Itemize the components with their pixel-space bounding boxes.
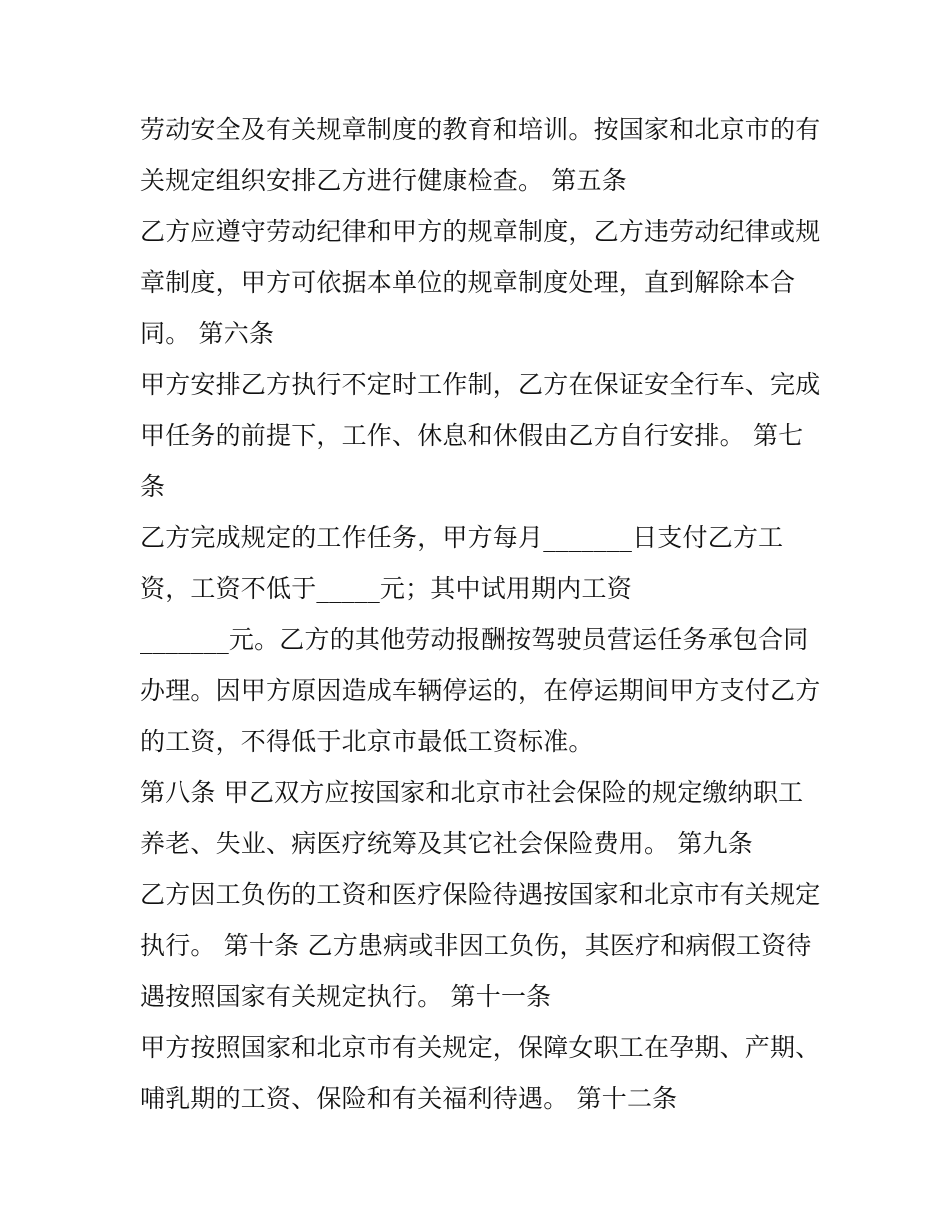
text-line: 同。 第六条 [140, 319, 275, 348]
text-line: 甲任务的前提下，工作、休息和休假由乙方自行安排。 第七 [140, 421, 804, 450]
text-line: 乙方应遵守劳动纪律和甲方的规章制度，乙方违劳动纪律或规 [140, 217, 821, 246]
text-line: 关规定组织安排乙方进行健康检查。 第五条 [140, 166, 627, 195]
text-line: _______元。乙方的其他劳动报酬按驾驶员营运任务承包合同 [140, 625, 809, 654]
text-line: 遇按照国家有关规定执行。 第十一条 [140, 982, 552, 1011]
text-line: 甲方按照国家和北京市有关规定，保障女职工在孕期、产期、 [140, 1033, 821, 1062]
text-line: 甲方安排乙方执行不定时工作制，乙方在保证安全行车、完成 [140, 370, 821, 399]
text-line: 章制度，甲方可依据本单位的规章制度处理，直到解除本合 [140, 268, 796, 297]
text-line: 乙方完成规定的工作任务，甲方每月_______日支付乙方工 [140, 523, 784, 552]
text-line: 办理。因甲方原因造成车辆停运的，在停运期间甲方支付乙方 [140, 676, 821, 705]
text-line: 劳动安全及有关规章制度的教育和培训。按国家和北京市的有 [140, 115, 821, 144]
text-line: 条 [140, 472, 166, 501]
text-line: 养老、失业、病医疗统筹及其它社会保险费用。 第九条 [140, 829, 753, 858]
text-line: 第八条 甲乙双方应按国家和北京市社会保险的规定缴纳职工 [140, 778, 804, 807]
contract-text-body [140, 104, 830, 1124]
text-line: 资，工资不低于_____元；其中试用期内工资 [140, 574, 632, 603]
text-line: 执行。 第十条 乙方患病或非因工负伤，其医疗和病假工资待 [140, 931, 812, 960]
text-line: 的工资，不得低于北京市最低工资标准。 [140, 727, 594, 756]
text-line: 乙方因工负伤的工资和医疗保险待遇按国家和北京市有关规定 [140, 880, 821, 909]
text-line: 哺乳期的工资、保险和有关福利待遇。 第十二条 [140, 1084, 678, 1113]
